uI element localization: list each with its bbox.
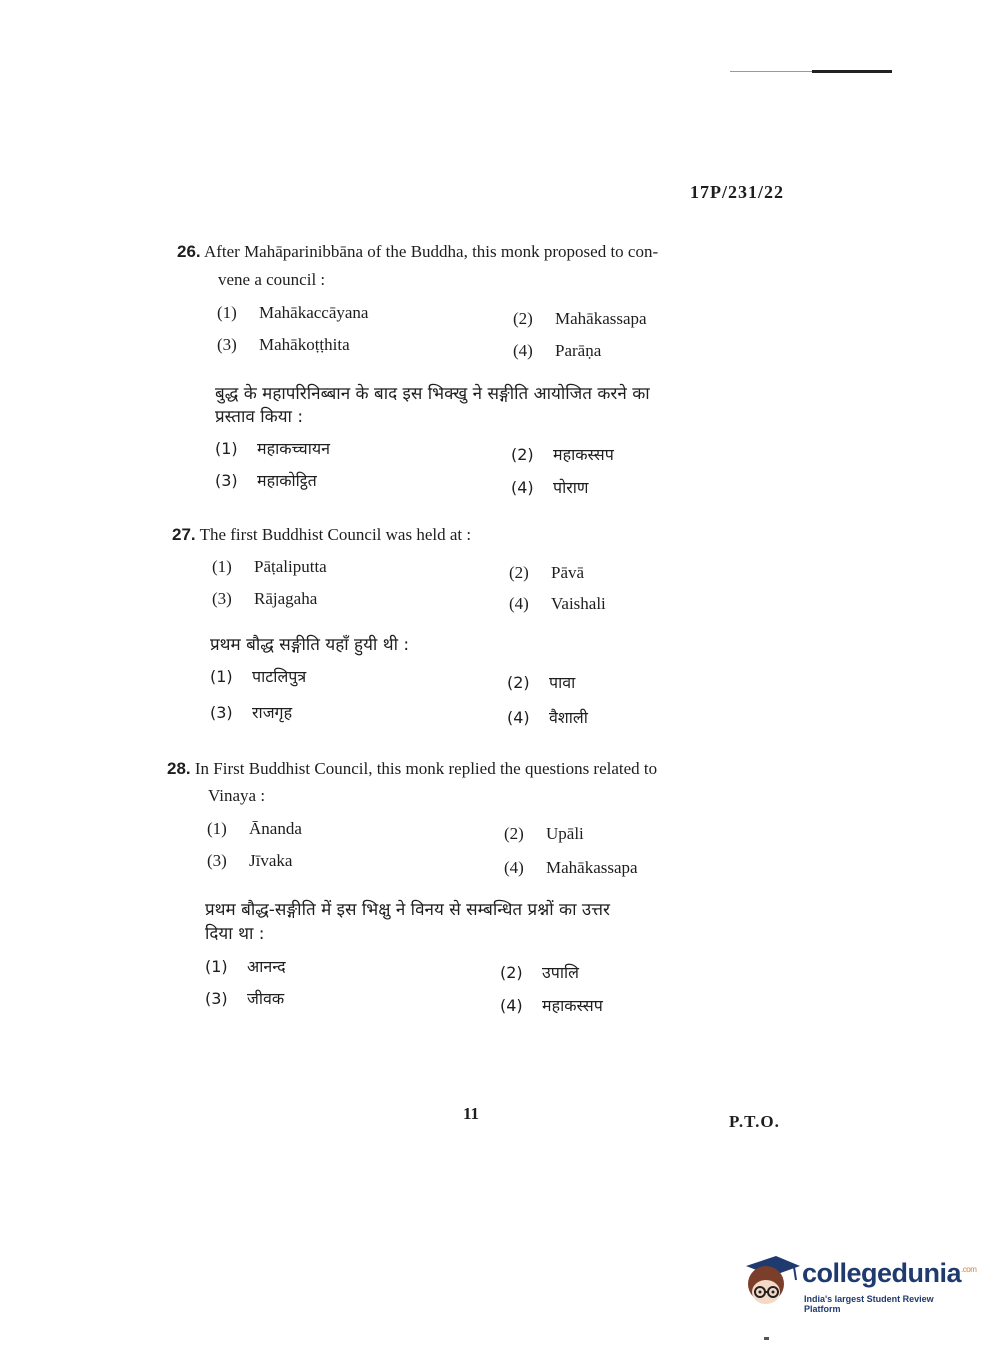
logo-brand: collegedunia$^{.com}$ [802,1258,977,1288]
question-28-line-2: Vinaya : [208,786,266,805]
paper-code: 17P/231/22 [690,182,784,202]
hindi-option: (3) राजगृह [210,703,293,722]
option: (1) Ānanda [207,819,302,838]
hindi-option: (4) पोराण [511,478,589,497]
pto-label: P.T.O. [729,1112,780,1131]
option: (1) Mahākaccāyana [217,303,369,322]
mascot-icon [742,1252,800,1310]
collegedunia-logo[interactable] [742,1252,977,1314]
logo-tagline: India's largest Student Review Platform [804,1294,934,1314]
hindi-option: (2) पावा [507,673,576,692]
question-26-line-2: vene a council : [218,270,326,289]
hindi-option: (1) पाटलिपुत्र [210,667,307,686]
hindi-option: (4) वैशाली [507,708,588,727]
option: (2) Upāli [504,824,584,843]
hindi-option: (4) महाकस्सप [500,996,603,1015]
hindi-question-28-line-2: दिया था : [205,924,265,944]
option: (4) Parāṇa [513,341,602,360]
hindi-question-27-line-1: प्रथम बौद्ध सङ्गीति यहाँ हुयी थी : [210,635,410,655]
hindi-option: (3) महाकोट्ठित [215,471,317,490]
hindi-question-28-line-1: प्रथम बौद्ध-सङ्गीति में इस भिक्षु ने विनय से सम्बन्धित प्रश्नों का उत्तर [205,900,610,920]
question-28-line-1 [167,759,657,779]
hindi-question-26-line-1: बुद्ध के महापरिनिब्बान के बाद इस भिक्खु ने सङ्गीति आयोजित करने का [215,384,650,404]
hindi-option: (1) महाकच्चायन [215,439,330,458]
option: (2) Pāvā [509,563,585,582]
option: (3) Jīvaka [207,851,293,870]
question-text: The first Buddhist Council was held at : [199,525,472,544]
question-number: 28. [167,759,191,778]
page-number: 11 [463,1104,480,1123]
hindi-option: (1) आनन्द [205,957,286,976]
question-text: In First Buddhist Council, this monk replied the questions related to [194,759,658,778]
question-26-line-1 [177,242,658,262]
hindi-option: (2) महाकस्सप [511,445,614,464]
option: (1) Pāṭaliputta [212,557,327,576]
question-27-line-1 [172,525,471,545]
question-number: 27. [172,525,196,544]
scan-mark [764,1337,769,1340]
option: (2) Mahākassapa [513,309,647,328]
hindi-option: (2) उपालि [500,963,579,982]
question-text: After Mahāparinibbāna of the Buddha, this monk proposed to con- [203,242,659,261]
option: (4) Vaishali [509,594,606,613]
option: (4) Mahākassapa [504,858,638,877]
option: (3) Rājagaha [212,589,318,608]
top-rule [730,71,892,72]
question-number: 26. [177,242,201,261]
hindi-option: (3) जीवक [205,989,285,1008]
option: (3) Mahākoṭṭhita [217,335,350,354]
hindi-question-26-line-2: प्रस्ताव किया : [215,407,304,427]
